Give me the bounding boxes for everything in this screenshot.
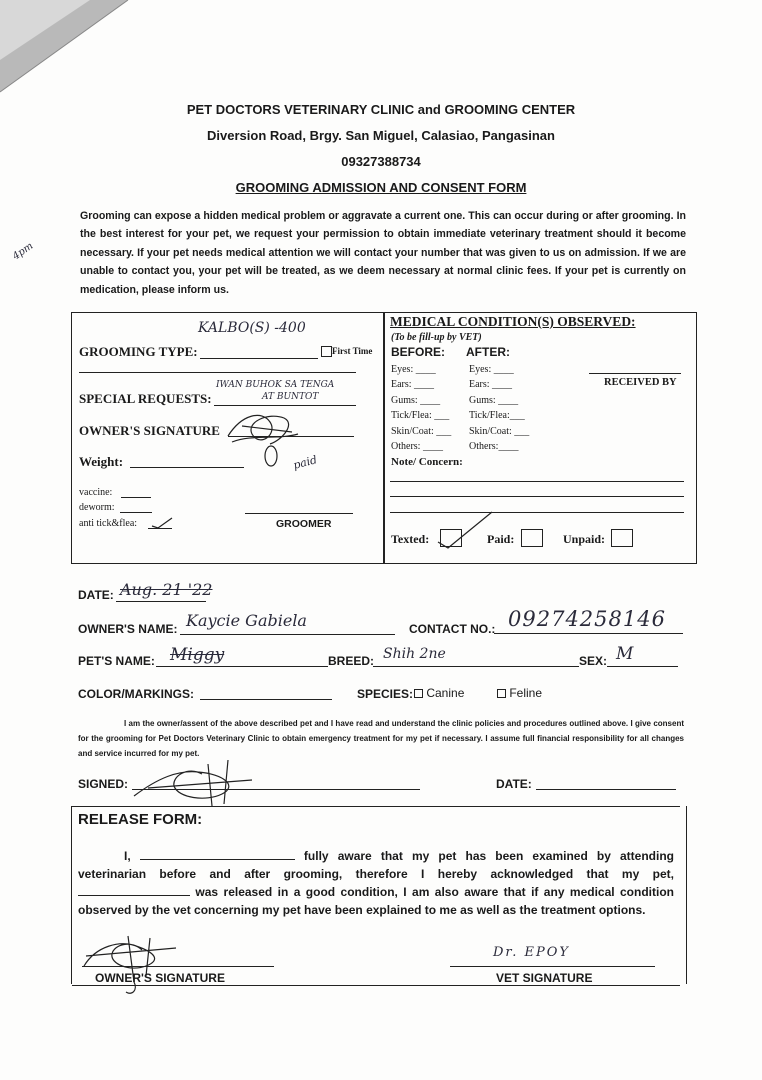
after-item-ears: Ears: ____ — [469, 379, 513, 391]
date-label: DATE: — [78, 588, 114, 602]
signed-date-line — [536, 789, 676, 790]
before-item-gums: Gums: ____ — [391, 394, 441, 406]
clinic-address: Diversion Road, Brgy. San Miguel, Calasiao, Pangasinan — [207, 128, 555, 143]
medical-title: MEDICAL CONDITION(S) OBSERVED: — [390, 314, 636, 329]
unpaid-box[interactable] — [611, 529, 633, 547]
special-requests-label: SPECIAL REQUESTS: — [79, 391, 212, 406]
grooming-type-value: KALBO(S) -400 — [198, 320, 306, 336]
after-item-eyes: Eyes: ____ — [469, 364, 514, 375]
note-line-1 — [390, 481, 684, 482]
color-markings-label: COLOR/MARKINGS: — [78, 687, 194, 701]
before-item-eyes: Eyes: ____ — [391, 364, 436, 375]
clinic-phone: 09327388734 — [341, 154, 421, 169]
grooming-type-line-2 — [79, 372, 356, 373]
anti-tick-label: anti tick&flea: — [79, 518, 138, 529]
after-label: AFTER: — [466, 345, 510, 359]
release-text-p1: fully aware that my pet has been examined by attending veterinarian before and after grooming, therefore I hereby acknowledged that my pet, — [78, 849, 674, 881]
pet-name-value: Miggy — [170, 645, 225, 665]
first-time-label: First Time — [332, 346, 373, 356]
paid-box[interactable] — [521, 529, 543, 547]
release-right-border — [686, 806, 687, 984]
release-top-line — [72, 806, 680, 807]
release-left-border — [71, 806, 72, 984]
deworm-label: deworm: — [79, 502, 115, 513]
before-item-ears: Ears: ____ — [391, 379, 435, 391]
groomer-line — [245, 513, 353, 514]
feline-label: Feline — [509, 686, 543, 700]
pet-name-line — [156, 666, 328, 667]
vet-signature-line — [450, 966, 655, 967]
after-item-skin-coat: Skin/Coat: ___ — [469, 425, 530, 437]
vet-signature-label: VET SIGNATURE — [496, 971, 593, 985]
species-feline-option[interactable] — [497, 686, 542, 700]
anti-tick-checkmark — [150, 516, 174, 530]
special-requests-line1: IWAN BUHOK SA TENGA — [216, 380, 335, 390]
intro-paragraph — [80, 207, 686, 299]
sex-line — [607, 666, 678, 667]
owner-name-line — [180, 634, 395, 635]
unpaid-label: Unpaid: — [563, 532, 606, 546]
release-paragraph — [78, 847, 674, 919]
vet-name: Dr. EPOY — [493, 945, 570, 960]
owner-name-label: OWNER'S NAME: — [78, 622, 178, 636]
after-item-others: Others:____ — [469, 441, 519, 453]
color-markings-line — [200, 699, 332, 700]
species-label: SPECIES: — [357, 687, 414, 701]
medical-subtitle: (To be fill-up by VET) — [391, 332, 482, 343]
canine-checkbox[interactable] — [414, 689, 423, 698]
release-pet-blank[interactable] — [78, 883, 190, 896]
signed-label: SIGNED: — [78, 777, 129, 791]
received-by-label: RECEIVED BY — [604, 377, 677, 388]
page-fold-corner — [0, 0, 140, 100]
after-list — [469, 362, 529, 454]
release-title: RELEASE FORM: — [78, 811, 203, 828]
note-label: Note/ Concern: — [391, 456, 463, 468]
margin-note: 4pm — [10, 240, 36, 263]
sex-label: SEX: — [579, 654, 608, 668]
grooming-type-line — [200, 358, 318, 359]
received-by-line — [589, 373, 681, 374]
contact-line — [494, 633, 683, 634]
breed-value: Shih 2ne — [383, 646, 446, 662]
deworm-line — [120, 512, 152, 513]
release-name-blank[interactable] — [140, 847, 295, 860]
owner-signature-label-top: OWNER'S SIGNATURE — [79, 423, 220, 438]
grooming-type-label: GROOMING TYPE: — [79, 344, 198, 359]
owner-name-value: Kaycie Gabiela — [186, 611, 307, 630]
owner-signature-label: OWNER'S SIGNATURE — [95, 971, 225, 985]
box-divider — [383, 312, 385, 564]
intro-text: Grooming can expose a hidden medical problem or aggravate a current one. This can occur during or after grooming. In the best interest for your pet, we request your permission to obtain immediate veterinary treatment should it become necessary. If your pet needs medical attention we will contact your number that was given to us on admission. If we are unable to contact you, your pet will be treated, as we deem necessary at normal clinic fees. If your pet is currently on medication, please inform us. — [80, 210, 686, 296]
release-i-label: I, — [124, 849, 131, 863]
groomer-label: GROOMER — [276, 518, 332, 530]
before-item-skin-coat: Skin/Coat: ___ — [391, 425, 452, 437]
consent-text: I am the owner/assent of the above described pet and I have read and understand the clinic policies and procedures outlined above. I give consent for the grooming for Pet Doctors Veterinary Clinic to obtain emergency treatment for my pet if necessary. I assume full financial responsibility for all changes and service incurred for my pet. — [78, 719, 684, 758]
release-text — [78, 847, 674, 919]
texted-label: Texted: — [391, 532, 430, 546]
consent-paragraph — [78, 716, 684, 761]
release-owner-signature — [76, 926, 186, 1000]
special-requests-line2: AT BUNTOT — [262, 392, 319, 402]
first-time-option — [321, 346, 372, 357]
breed-label: BREED: — [328, 654, 375, 668]
weight-label: Weight: — [79, 454, 124, 469]
date-line — [116, 601, 206, 602]
breed-line — [373, 666, 579, 667]
before-item-tick-flea: Tick/Flea: ___ — [391, 410, 450, 422]
feline-checkbox[interactable] — [497, 689, 506, 698]
vaccine-label: vaccine: — [79, 487, 113, 498]
contact-label: CONTACT NO.: — [409, 622, 496, 636]
weight-line — [130, 467, 244, 468]
after-item-gums: Gums: ____ — [469, 394, 519, 406]
sex-value: M — [616, 644, 634, 664]
release-text-p2: was released in a good condition, I am also aware that if any medical condition observed by the vet concerning my pet have been explained to me as well as the treatment options. — [78, 885, 674, 917]
owner-signature-line — [82, 966, 274, 967]
before-list — [391, 362, 451, 454]
before-label: BEFORE: — [391, 345, 445, 359]
species-canine-option[interactable] — [414, 686, 464, 700]
form-title: GROOMING ADMISSION AND CONSENT FORM — [235, 180, 527, 195]
date-value: Aug. 21 '22 — [120, 580, 213, 599]
contact-value: 09274258146 — [508, 607, 666, 631]
paid-note: paid — [291, 453, 319, 472]
first-time-checkbox[interactable] — [321, 346, 332, 357]
note-line-2 — [390, 496, 684, 497]
vaccine-line — [121, 497, 151, 498]
clinic-name: PET DOCTORS VETERINARY CLINIC and GROOMING CENTER — [186, 102, 576, 117]
signed-date-label: DATE: — [496, 777, 532, 791]
signed-signature — [128, 758, 258, 810]
after-item-tick-flea: Tick/Flea:___ — [469, 410, 525, 422]
paid-label: Paid: — [487, 532, 515, 546]
zero-mark — [262, 443, 282, 471]
canine-label: Canine — [426, 686, 465, 700]
pet-name-label: PET'S NAME: — [78, 654, 155, 668]
before-item-others: Others: ____ — [391, 441, 443, 453]
